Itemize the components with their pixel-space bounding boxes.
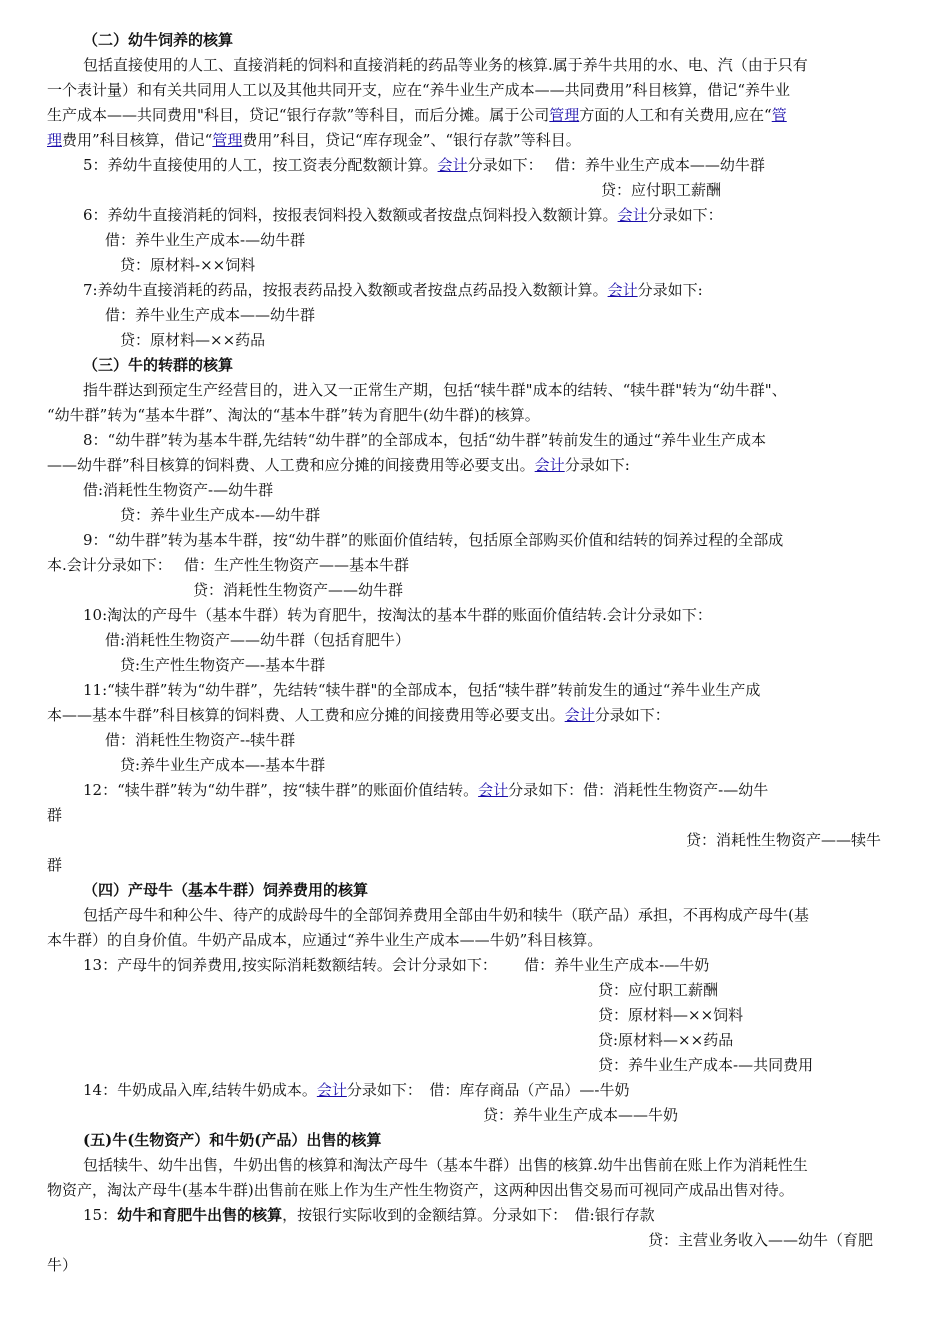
text-span: 9：“幼牛群”转为基本牛群，按“幼牛群”的账面价值结转，包括原全部购买价值和结转的饲养过程的全部成 bbox=[83, 531, 784, 549]
text-line bbox=[105, 303, 315, 327]
text-span: “幼牛群”转为“基本牛群”、淘汰的“基本牛群”转为育肥牛(幼牛群)的核算。 bbox=[47, 406, 540, 424]
text-span: 6：养幼牛直接消耗的饲料，按报表饲料投入数额或者按盘点饲料投入数额计算。 bbox=[83, 206, 618, 224]
text-span: ——幼牛群”科目核算的饲料费、人工费和应分摊的间接费用等必要支出。 bbox=[47, 456, 535, 474]
hyperlink[interactable]: 会计 bbox=[617, 206, 648, 224]
text-span: 贷:生产性生物资产—-基本牛群 bbox=[120, 656, 326, 674]
text-line bbox=[648, 1228, 873, 1252]
text-line bbox=[83, 203, 723, 227]
text-span: 贷:原材料—××药品 bbox=[598, 1031, 734, 1049]
text-line bbox=[47, 78, 790, 102]
text-line bbox=[686, 828, 881, 852]
text-span: 14：牛奶成品入库,结转牛奶成本。 bbox=[83, 1081, 317, 1099]
text-span: 本.会计分录如下： 借：生产性生物资产——基本牛群 bbox=[47, 556, 410, 574]
text-span: 贷：原材料—××药品 bbox=[120, 331, 266, 349]
text-span: 12：“犊牛群”转为“幼牛群”，按“犊牛群”的账面价值结转。 bbox=[83, 781, 479, 799]
hyperlink[interactable]: 会计 bbox=[564, 706, 595, 724]
text-line bbox=[47, 1178, 794, 1202]
text-span: 牛） bbox=[47, 1256, 78, 1274]
text-span: 贷：养牛业生产成本-—幼牛群 bbox=[120, 506, 321, 524]
bold-text: （二）幼牛饲养的核算 bbox=[83, 31, 234, 49]
text-line bbox=[47, 928, 602, 952]
text-span: 13：产母牛的饲养费用,按实际消耗数额结转。会计分录如下： 借：养牛业生产成本-—牛奶 bbox=[83, 956, 710, 974]
text-line bbox=[598, 978, 718, 1002]
text-span: 8：“幼牛群”转为基本牛群,先结转“幼牛群”的全部成本，包括“幼牛群”转前发生的通过“养牛业生产成本 bbox=[83, 431, 766, 449]
text-line bbox=[598, 1028, 733, 1052]
text-line bbox=[120, 753, 325, 777]
text-line bbox=[83, 153, 765, 177]
text-span: 贷：养牛业生产成本-—共同费用 bbox=[598, 1056, 814, 1074]
text-line bbox=[120, 503, 320, 527]
text-span: 5：养幼牛直接使用的人工，按工资表分配数额计算。 bbox=[83, 156, 438, 174]
text-span: 10:淘汰的产母牛（基本牛群）转为育肥牛，按淘汰的基本牛群的账面价值结转.会计分录如下： bbox=[83, 606, 712, 624]
text-span: 11:“犊牛群”转为“幼牛群”，先结转“犊牛群"的全部成本，包括“犊牛群”转前发生的通过“养牛业生产成 bbox=[83, 681, 761, 699]
hyperlink[interactable]: 会计 bbox=[437, 156, 468, 174]
text-line bbox=[47, 553, 409, 577]
text-line bbox=[83, 678, 760, 702]
text-span: 借:消耗性生物资产——幼牛群（包括育肥牛） bbox=[105, 631, 411, 649]
text-span: 借：养牛业生产成本-—幼牛群 bbox=[105, 231, 306, 249]
text-span: ，按银行实际收到的金额结算。分录如下： 借:银行存款 bbox=[282, 1206, 655, 1224]
text-line bbox=[47, 453, 630, 477]
text-line bbox=[47, 853, 62, 877]
text-line bbox=[105, 228, 305, 252]
hyperlink[interactable]: 会计 bbox=[316, 1081, 347, 1099]
text-line bbox=[83, 28, 233, 52]
bold-text: （三）牛的转群的核算 bbox=[83, 356, 234, 374]
text-span: 分录如下: bbox=[564, 456, 630, 474]
text-line bbox=[120, 328, 265, 352]
text-span: 贷：原材料-××饲料 bbox=[120, 256, 256, 274]
text-span: 贷：养牛业生产成本——牛奶 bbox=[483, 1106, 679, 1124]
text-line bbox=[120, 653, 325, 677]
text-line bbox=[83, 278, 703, 302]
text-line bbox=[47, 1253, 77, 1277]
text-span: 生产成本——共同费用"科目，贷记“银行存款”等科目，而后分摊。属于公司 bbox=[47, 106, 550, 124]
text-span: 分录如下： bbox=[647, 206, 723, 224]
text-span: 7:养幼牛直接消耗的药品，按报表药品投入数额或者按盘点药品投入数额计算。 bbox=[83, 281, 608, 299]
text-span: 包括犊牛、幼牛出售，牛奶出售的核算和淘汰产母牛（基本牛群）出售的核算.幼牛出售前在账上作为消耗性生 bbox=[83, 1156, 808, 1174]
text-span: 贷：应付职工薪酬 bbox=[598, 981, 719, 999]
text-line bbox=[83, 378, 787, 402]
text-line bbox=[83, 1203, 655, 1227]
text-line bbox=[47, 703, 670, 727]
text-line bbox=[83, 1153, 808, 1177]
text-line bbox=[47, 803, 62, 827]
text-span: 包括直接使用的人工、直接消耗的饲料和直接消耗的药品等业务的核算.属于养牛共用的水、电、汽（由于只有 bbox=[83, 56, 808, 74]
text-line bbox=[83, 1128, 381, 1152]
text-span: 15： bbox=[83, 1206, 118, 1224]
text-span: 贷：主营业务收入——幼牛（育肥 bbox=[648, 1231, 874, 1249]
text-span: 群 bbox=[47, 856, 63, 874]
text-line bbox=[83, 953, 709, 977]
text-span: 费用”科目核算，借记“ bbox=[62, 131, 213, 149]
text-span: 借：养牛业生产成本——幼牛群 bbox=[105, 306, 316, 324]
text-line bbox=[83, 1078, 629, 1102]
text-line bbox=[83, 778, 768, 802]
text-line bbox=[83, 878, 368, 902]
text-line bbox=[47, 403, 540, 427]
bold-text: (五)牛(生物资产）和牛奶(产品）出售的核算 bbox=[83, 1131, 382, 1149]
hyperlink[interactable]: 管 bbox=[771, 106, 787, 124]
text-line bbox=[105, 728, 295, 752]
text-line bbox=[120, 253, 255, 277]
bold-text: （四）产母牛（基本牛群）饲养费用的核算 bbox=[83, 881, 369, 899]
text-line bbox=[83, 53, 808, 77]
text-span: 一个表计量）和有关共同用人工以及其他共同开支，应在“养牛业生产成本——共同费用”科目核算，借记“养牛业 bbox=[47, 81, 791, 99]
text-line bbox=[83, 353, 233, 377]
hyperlink[interactable]: 管理 bbox=[549, 106, 580, 124]
text-span: 贷：原材料—××饲料 bbox=[598, 1006, 744, 1024]
text-line bbox=[483, 1103, 678, 1127]
text-span: 贷：消耗性生物资产——犊牛 bbox=[686, 831, 882, 849]
text-span: 贷：消耗性生物资产——幼牛群 bbox=[193, 581, 404, 599]
text-span: 包括产母牛和种公牛、待产的成龄母牛的全部饲养费用全部由牛奶和犊牛（联产品）承担，不再构成产母牛(基 bbox=[83, 906, 809, 924]
text-span: 分录如下：借：消耗性生物资产-—幼牛 bbox=[508, 781, 769, 799]
text-line bbox=[193, 578, 403, 602]
text-span: 方面的人工和有关费用,应在“ bbox=[579, 106, 772, 124]
text-line bbox=[83, 428, 766, 452]
text-line bbox=[601, 178, 721, 202]
text-line bbox=[83, 903, 809, 927]
text-span: 群 bbox=[47, 806, 63, 824]
hyperlink[interactable]: 会计 bbox=[478, 781, 509, 799]
text-span: 费用”科目，贷记“库存现金”、“银行存款”等科目。 bbox=[242, 131, 581, 149]
text-span: 指牛群达到预定生产经营目的，进入又一正常生产期，包括“犊牛群"成本的结转、“犊牛群"转为“幼牛群"、 bbox=[83, 381, 787, 399]
text-span: 贷：应付职工薪酬 bbox=[601, 181, 722, 199]
hyperlink[interactable]: 管理 bbox=[212, 131, 243, 149]
text-line bbox=[47, 128, 581, 152]
bold-text: 幼牛和育肥牛出售的核算 bbox=[117, 1206, 283, 1224]
text-span: 本牛群）的自身价值。牛奶产品成本，应通过“养牛业生产成本——牛奶”科目核算。 bbox=[47, 931, 603, 949]
text-line bbox=[83, 603, 712, 627]
text-line bbox=[598, 1053, 813, 1077]
text-span: 本——基本牛群”科目核算的饲料费、人工费和应分摊的间接费用等必要支出。 bbox=[47, 706, 565, 724]
text-span: 分录如下： 借：库存商品（产品）—-牛奶 bbox=[346, 1081, 630, 1099]
hyperlink[interactable]: 会计 bbox=[534, 456, 565, 474]
text-span: 分录如下: bbox=[637, 281, 703, 299]
text-line bbox=[105, 628, 410, 652]
hyperlink[interactable]: 会计 bbox=[607, 281, 638, 299]
text-span: 借：消耗性生物资产--犊牛群 bbox=[105, 731, 296, 749]
text-line bbox=[83, 528, 783, 552]
text-line bbox=[83, 478, 273, 502]
text-span: 分录如下： bbox=[594, 706, 670, 724]
text-line bbox=[47, 103, 787, 127]
text-span: 贷:养牛业生产成本—-基本牛群 bbox=[120, 756, 326, 774]
text-line bbox=[598, 1003, 743, 1027]
hyperlink[interactable]: 理 bbox=[47, 131, 63, 149]
text-span: 分录如下： 借：养牛业生产成本——幼牛群 bbox=[467, 156, 765, 174]
text-span: 借:消耗性生物资产-—幼牛群 bbox=[83, 481, 274, 499]
text-span: 物资产，淘汰产母牛(基本牛群)出售前在账上作为生产性生物资产，这两种因出售交易而可视同产成品出售对待。 bbox=[47, 1181, 794, 1199]
